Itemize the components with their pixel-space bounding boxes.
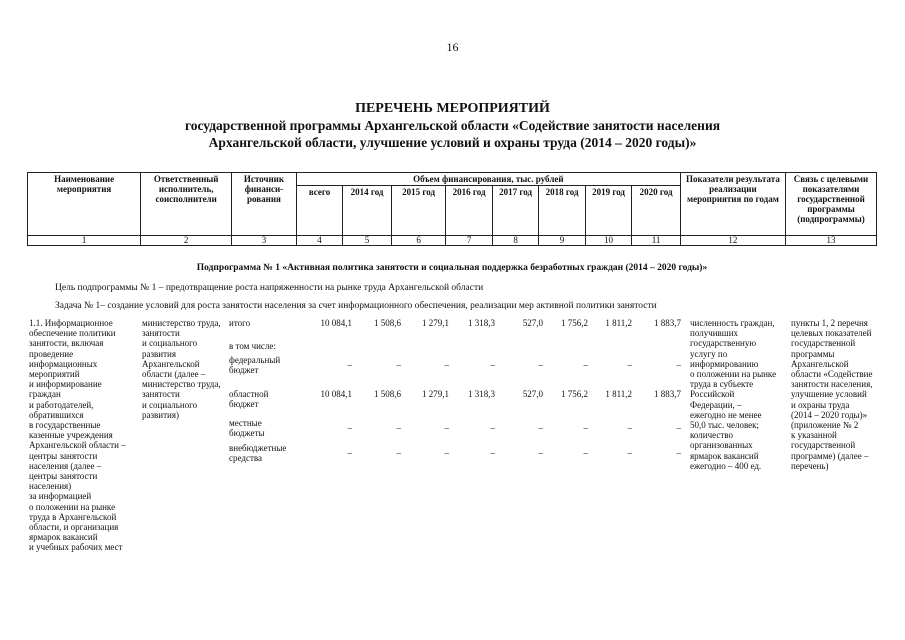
- page-number: 16: [446, 40, 459, 54]
- value-year: 527,0: [522, 389, 543, 399]
- measure-executor-line: Архангельской: [142, 358, 200, 369]
- value-year: –: [627, 448, 632, 458]
- measure-indicators-line: 50,0 тыс. человек;: [690, 420, 760, 431]
- measure-executor-line: министерство труда,: [142, 318, 221, 328]
- source-label-line: федеральный: [229, 355, 281, 365]
- measure-indicators-line: труда в субъекте: [690, 379, 754, 390]
- value-year: 1 883,7: [654, 318, 681, 328]
- measure-name-line: обеспечение политики: [29, 328, 116, 339]
- header-financing: Объем финансирования, тыс. рублей: [296, 173, 680, 186]
- source-label-line: в том числе:: [229, 341, 276, 351]
- value-year: –: [583, 360, 588, 370]
- value-year: 1 756,2: [561, 318, 588, 328]
- measure-indicators-line: Российской: [690, 389, 735, 400]
- measure-link-line: области «Содействие: [791, 369, 873, 380]
- source-label-line: итого: [229, 318, 251, 328]
- header-year: 2014 год: [343, 186, 392, 236]
- header-year: 2020 год: [632, 186, 681, 236]
- measure-indicators-line: ярмарок вакансий: [690, 450, 759, 461]
- col-number: 9: [539, 236, 585, 246]
- measure-executor-line: и социального: [142, 338, 198, 349]
- value-year: –: [538, 423, 543, 433]
- value-year: 527,0: [522, 318, 543, 328]
- value-year: –: [676, 448, 681, 458]
- value-year: –: [676, 423, 681, 433]
- source-label: [229, 318, 250, 328]
- measure-executor: [142, 318, 221, 420]
- header-indicators: Показатели результата реализации мероприятия по годам: [680, 173, 785, 236]
- value-year: 1 318,3: [468, 389, 495, 399]
- measure-executor-line: и социального: [142, 399, 198, 410]
- measure-indicators-line: ежегодно – 400 ед.: [690, 460, 762, 471]
- value-year: –: [490, 360, 495, 370]
- header-year: 2019 год: [585, 186, 631, 236]
- measure-name-line: области, и организация: [29, 522, 119, 533]
- col-number: 8: [492, 236, 538, 246]
- measure-name-line: центры занятости: [29, 471, 98, 482]
- measure-executor-line: области (далее –: [142, 369, 206, 380]
- measure-name-line: и информирование: [29, 379, 102, 390]
- value-year: –: [444, 423, 449, 433]
- measure-indicators-line: информированию: [690, 358, 759, 369]
- measure-name-line: населения (далее –: [29, 460, 102, 471]
- header-executor: Ответственный исполнитель, соисполнители: [141, 173, 232, 236]
- measure-name: [29, 318, 126, 553]
- value-year: 1 811,2: [605, 318, 632, 328]
- value-year: –: [444, 448, 449, 458]
- measure-name-line: труда в Архангельской: [29, 511, 117, 522]
- measure-link-line: целевых показателей: [791, 328, 872, 339]
- col-number: 1: [28, 236, 141, 246]
- measure-link-line: (приложение № 2: [791, 420, 859, 431]
- value-year: –: [538, 448, 543, 458]
- measure-link-line: к указанной: [791, 430, 837, 441]
- value-total: 10 084,1: [320, 389, 352, 399]
- value-year: 1 508,6: [374, 389, 401, 399]
- measure-name-line: и учебных рабочих мест: [29, 542, 123, 553]
- header-source: Источник финанси-рования: [232, 173, 297, 236]
- measure-name-line: проведение: [29, 348, 74, 359]
- col-number: 7: [446, 236, 492, 246]
- measure-link-line: программе) (далее –: [791, 450, 869, 461]
- col-number: 2: [141, 236, 232, 246]
- measure-link-line: перечень): [791, 460, 829, 471]
- source-label-line: бюджет: [229, 399, 259, 410]
- value-year: –: [490, 448, 495, 458]
- value-year: 1 508,6: [374, 318, 401, 328]
- value-year: –: [396, 448, 401, 458]
- measure-indicators-line: государственную: [690, 338, 757, 349]
- source-label: [229, 418, 265, 438]
- measure-link-line: государственной: [791, 338, 856, 349]
- value-year: 1 279,1: [422, 389, 449, 399]
- value-year: 1 756,2: [561, 389, 588, 399]
- measure-link: [791, 318, 872, 471]
- measure-link-line: и охраны труда: [791, 399, 850, 410]
- document-title: [0, 100, 905, 151]
- measure-link-line: (2014 – 2020 годы)»: [791, 409, 868, 420]
- measure-executor-line: развития): [142, 409, 180, 420]
- value-year: 1 318,3: [468, 318, 495, 328]
- value-year: 1 883,7: [654, 389, 681, 399]
- header-year: 2015 год: [391, 186, 446, 236]
- value-year: 1 811,2: [605, 389, 632, 399]
- col-number: 10: [585, 236, 631, 246]
- header-link: Связь с целевыми показателями государственной программы (подпрограммы): [785, 173, 876, 236]
- measure-indicators-line: услугу по: [690, 348, 728, 359]
- measure-name-line: и работодателей,: [29, 399, 94, 410]
- col-number: 4: [296, 236, 342, 246]
- measure-name-line: за информацией: [29, 491, 92, 502]
- source-label-line: бюджет: [229, 365, 259, 376]
- header-name: Наименование мероприятия: [28, 173, 141, 236]
- measure-link-line: Архангельской: [791, 358, 849, 369]
- value-year: –: [583, 448, 588, 458]
- title-line-2: государственной программы Архангельской области «Содействие занятости населения: [184, 118, 721, 133]
- source-label: [229, 443, 286, 463]
- source-label: [229, 389, 268, 409]
- source-label: [229, 355, 280, 375]
- value-year: –: [396, 360, 401, 370]
- title-line-3: Архангельской области, улучшение условий и охраны труда (2014 – 2020 годы)»: [208, 135, 697, 150]
- value-year: –: [396, 423, 401, 433]
- measure-name-line: казенные учреждения: [29, 430, 113, 441]
- measure-name-line: центры занятости: [29, 450, 98, 461]
- source-label: [229, 341, 276, 351]
- measure-name-line: мероприятий: [29, 369, 80, 380]
- measure-link-line: пункты 1, 2 перечня: [791, 318, 868, 328]
- measure-indicators-line: численность граждан,: [690, 318, 775, 328]
- measure-name-line: ярмарок вакансий: [29, 532, 98, 543]
- col-number: 11: [632, 236, 681, 246]
- source-label-line: бюджеты: [229, 428, 265, 439]
- measure-indicators-line: организованных: [690, 440, 753, 451]
- value-total: –: [347, 360, 352, 370]
- measure-link-line: государственной: [791, 440, 856, 451]
- subprogram-heading: Подпрограмма № 1 «Активная политика занятости и социальная поддержка безработных граждан (2014 – 2020 годы)»: [196, 263, 708, 273]
- task-text: Задача № 1– создание условий для роста занятости населения за счет информационного обеспечения, реализации мер активной политики занятости: [55, 301, 657, 311]
- value-year: –: [490, 423, 495, 433]
- header-table: [27, 172, 877, 246]
- goal-text: Цель подпрограммы № 1 – предотвращение роста напряженности на рынке труда Архангельской области: [55, 283, 484, 293]
- measure-indicators-line: количество: [690, 430, 733, 441]
- value-year: 1 279,1: [422, 318, 449, 328]
- measure-name-line: информационных: [29, 358, 98, 369]
- title-line-1: ПЕРЕЧЕНЬ МЕРОПРИЯТИЙ: [355, 101, 550, 116]
- col-number: 6: [391, 236, 446, 246]
- measure-name-line: граждан: [29, 389, 61, 400]
- measure-name-line: о положении на рынке: [29, 501, 116, 512]
- source-label-line: внебюджетные: [229, 443, 287, 453]
- measure-executor-line: министерство труда,: [142, 379, 221, 390]
- measure-link-line: улучшение условий: [791, 389, 867, 400]
- measure-indicators-line: Федерации, –: [690, 399, 742, 410]
- measure-name-line: занятости, включая: [29, 338, 104, 349]
- measure-executor-line: развития: [142, 348, 177, 359]
- measure-executor-line: занятости: [142, 389, 180, 400]
- source-label-line: средства: [229, 453, 263, 464]
- measure-indicators: [690, 318, 776, 471]
- value-year: –: [583, 423, 588, 433]
- value-year: –: [538, 360, 543, 370]
- value-year: –: [627, 423, 632, 433]
- value-year: –: [444, 360, 449, 370]
- header-year: 2016 год: [446, 186, 492, 236]
- header-year: 2017 год: [492, 186, 538, 236]
- measure-indicators-line: получивших: [690, 328, 739, 339]
- source-label-line: областной: [229, 389, 269, 399]
- measure-indicators-line: о положении на рынке: [690, 369, 777, 380]
- value-total: 10 084,1: [320, 318, 352, 328]
- value-year: –: [627, 360, 632, 370]
- header-total: всего: [296, 186, 342, 236]
- measure-name-line: в государственные: [29, 420, 101, 431]
- value-total: –: [347, 448, 352, 458]
- col-number: 3: [232, 236, 297, 246]
- measure-name-line: обратившихся: [29, 409, 84, 420]
- source-label-line: местные: [229, 418, 262, 428]
- col-number: 12: [680, 236, 785, 246]
- header-year: 2018 год: [539, 186, 585, 236]
- value-total: –: [347, 423, 352, 433]
- measure-name-line: 1.1. Информационное: [29, 318, 113, 328]
- col-number: 13: [785, 236, 876, 246]
- col-number: 5: [343, 236, 392, 246]
- measure-link-line: программы: [791, 348, 835, 359]
- value-year: –: [676, 360, 681, 370]
- measure-name-line: населения): [29, 481, 72, 492]
- measure-indicators-line: ежегодно не менее: [690, 409, 762, 420]
- measure-link-line: занятости населения,: [791, 379, 873, 390]
- measure-name-line: Архангельской области –: [29, 440, 126, 451]
- measure-executor-line: занятости: [142, 328, 180, 339]
